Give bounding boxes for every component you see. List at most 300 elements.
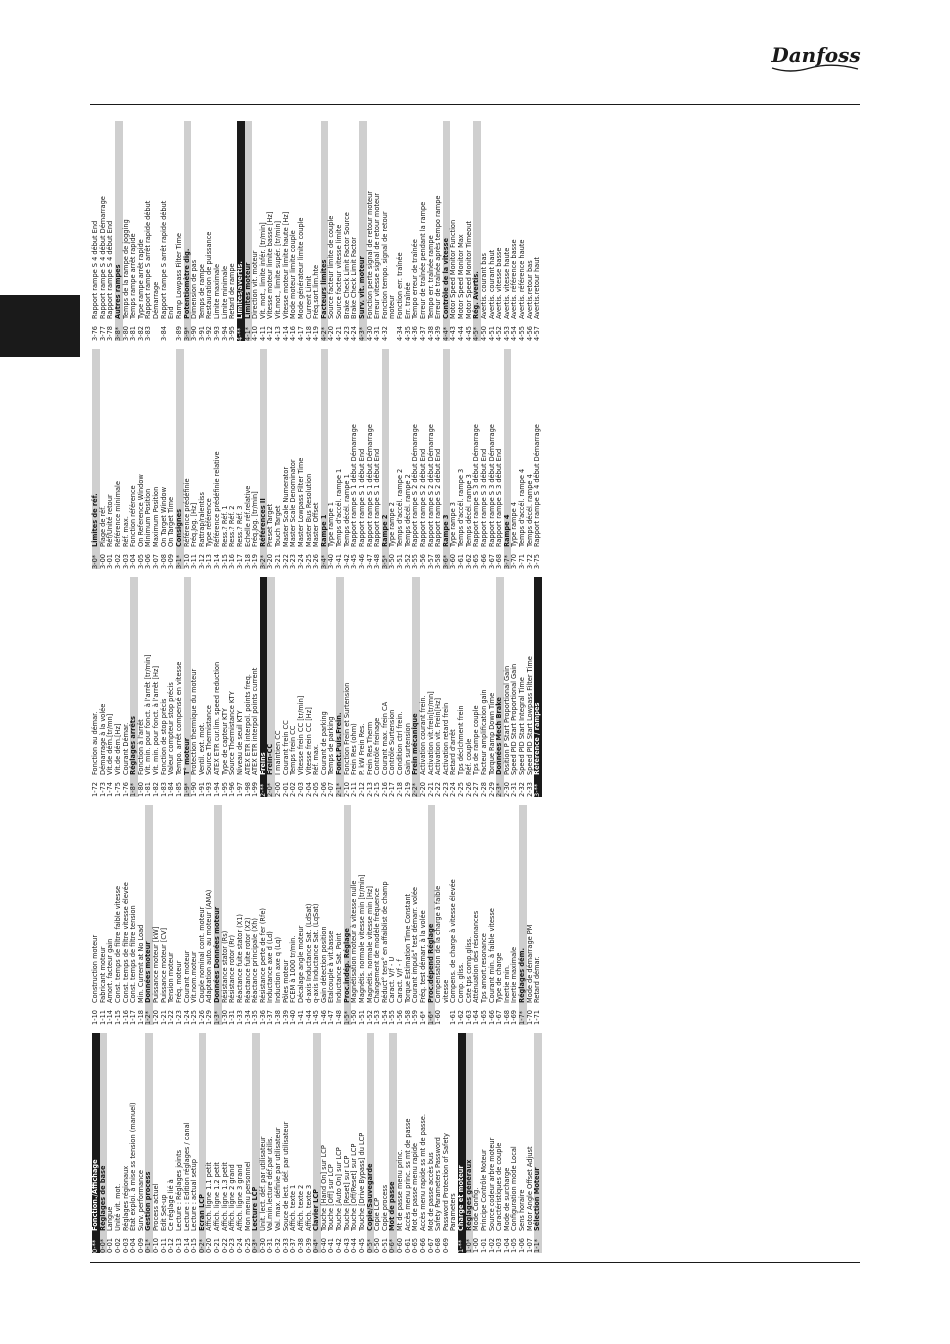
parameter-label: Brake Check Limit Factor — [350, 236, 359, 319]
parameter-label: Avertis. vitesse basse — [495, 247, 504, 319]
parameter-label: Limites de réf. — [91, 493, 99, 547]
parameter-number: 1-01 — [479, 1238, 488, 1253]
parameter-label: Retard démar. — [533, 956, 542, 1003]
parameter-label: Fonction./Affichage — [91, 1159, 99, 1231]
parameter-number: 3-50 — [388, 554, 397, 569]
parameter-label: Valeur compteur stop précis — [167, 682, 176, 775]
parameter-number: 4-35 — [403, 326, 412, 341]
parameter-number: 3-19 — [251, 554, 260, 569]
parameter-number: 3-20 — [266, 554, 275, 569]
parameter-label: Données Données moteur — [213, 906, 221, 1003]
parameter-number: 2-0* — [266, 782, 275, 797]
parameter-number: 0-21 — [213, 1238, 221, 1253]
parameter-number: 1-53 — [373, 1010, 382, 1025]
parameter-label: On Target Time — [167, 496, 176, 547]
parameter-label: Temps décél. rampe 1 — [342, 474, 351, 547]
parameter-label: Rapport rampe S 2 début End — [418, 448, 427, 547]
parameter-label: Type rampe 1 — [327, 502, 336, 547]
parameter-number: 0-38 — [296, 1238, 305, 1253]
parameter-label: Charge et moteur — [457, 1165, 465, 1231]
parameter-number: 1-11 — [98, 1010, 107, 1025]
parameter-label: Vitesse moteur limite basse [Hz] — [266, 211, 275, 319]
parameter-number: 1-91 — [197, 782, 206, 797]
parameter-number: 0-43 — [342, 1238, 351, 1253]
parameter-number: 1-46 — [319, 1010, 328, 1025]
parameter-label: Référence / rampes — [533, 702, 542, 775]
parameter-label: Mon menu personnel — [243, 1161, 252, 1231]
parameter-number: 3-06 — [144, 554, 153, 569]
parameter-label: Temps décél. rampe 3 — [464, 474, 473, 547]
parameter-label: Avertis.retour haut — [533, 257, 542, 319]
parameter-number: 3-03 — [121, 554, 130, 569]
parameter-label: Réglages de base — [98, 1165, 107, 1231]
parameter-number: 0-03 — [121, 1238, 130, 1253]
parameter-number: 3-10 — [182, 554, 191, 569]
parameter-label: Torque Ramp Down Time — [487, 692, 496, 775]
parameter-number: 4-54 — [510, 326, 519, 341]
parameter-label: Résistance rotor (Rr) — [228, 934, 237, 1003]
parameter-label: Fonction perte signal de retour moteur — [365, 191, 374, 319]
parameter-label: Tempo erreur de traînée — [411, 239, 420, 319]
parameter-number: 2-22 — [434, 782, 443, 797]
parameter-number: 0-40 — [319, 1238, 328, 1253]
parameter-number: 0-23 — [228, 1238, 237, 1253]
parameter-number: 3-65 — [472, 554, 481, 569]
parameter-number: 2-03 — [296, 782, 305, 797]
parameter-number: 4-51 — [487, 326, 496, 341]
parameter-number: 3-94 — [220, 326, 229, 341]
parameter-label: I maintien CC — [274, 730, 282, 775]
parameter-number: 4-30 — [365, 326, 374, 341]
parameter-label: Réactance fuite stator (X1) — [235, 913, 244, 1003]
parameter-number: 0-45 — [357, 1238, 366, 1253]
parameter-number: 1-34 — [243, 1010, 252, 1025]
parameter-label: Références II — [258, 498, 267, 547]
parameter-number: 3-21 — [274, 554, 282, 569]
parameter-label: Courant moteur — [182, 950, 191, 1003]
parameter-number: 1-66 — [487, 1010, 496, 1025]
parameter-number: 1-67 — [495, 1010, 504, 1025]
parameter-number: 0-67 — [426, 1238, 435, 1253]
parameter-label: Activation vit. Frein[Hz] — [434, 697, 443, 775]
parameter-number: 0-60 — [396, 1238, 404, 1253]
parameter-number: 4-56 — [525, 326, 534, 341]
parameter-label: Temps décél. rampe 2 — [403, 474, 412, 547]
parameter-number: 1-24 — [182, 1010, 191, 1025]
parameter-label: Rapport rampe S 2 début Démarrage — [411, 424, 420, 547]
parameter-number: 0-6* — [388, 1238, 397, 1253]
parameter-number: 1-94 — [213, 782, 221, 797]
parameter-label: Compensation de la charge à faible — [434, 885, 443, 1003]
parameter-number: 3-9* — [182, 326, 191, 341]
parameter-label: Rapport rampe S 1 début End — [357, 448, 366, 547]
parameter-number: 0-12 — [167, 1238, 176, 1253]
parameter-label: Rapport rampe S 4 début Démarrage — [533, 424, 542, 547]
parameter-number: 1-82 — [152, 782, 160, 797]
parameter-label: Réglages généraux — [464, 1159, 473, 1231]
parameter-label: Temps de parking — [327, 716, 336, 775]
parameter-number: 1-7* — [518, 1010, 526, 1025]
parameter-label: Type rampe 3 — [449, 502, 458, 547]
parameter-number: 1-72 — [91, 782, 99, 797]
parameter-label: Amort. facteur gain — [106, 938, 115, 1003]
parameter-number: 4-21 — [335, 326, 343, 341]
parameter-label: Changement de modèle fréquence — [373, 888, 382, 1003]
parameter-label: Fréq. test démarr. à la volée — [418, 910, 427, 1003]
parameter-label: Fonction de stop précis — [159, 698, 168, 775]
parameter-number: 0-11 — [159, 1238, 168, 1253]
parameter-label: Const. temps de filtre faible vitesse — [113, 885, 122, 1003]
parameter-label: ATEX ETR cur.lim. speed reduction — [213, 661, 221, 775]
parameter-number: 1-06 — [518, 1238, 526, 1253]
parameter-label: Type de charge — [495, 952, 504, 1003]
parameter-label: Rég. Avertis. — [472, 271, 481, 319]
parameter-label: Ress.? Réf. 3 — [235, 505, 244, 547]
parameter-number: 4-36 — [411, 326, 420, 341]
parameter-label: Gestion process — [144, 1171, 153, 1231]
parameter-number: 3-7* — [502, 554, 511, 569]
parameter-number: 1-00 — [472, 1238, 481, 1253]
parameter-label: Erreur vitesse signal de retour moteur — [373, 193, 382, 319]
parameter-label: Vitesse frein CC [tr/min] — [296, 695, 305, 775]
parameter-label: Type rampe 4 — [510, 502, 519, 547]
parameter-label: Position P Start Proportional Gain — [502, 665, 511, 775]
parameter-number: 3-48 — [373, 554, 382, 569]
parameter-number: 0-04 — [129, 1238, 138, 1253]
parameter-number: 1-54 — [380, 1010, 389, 1025]
parameter-label: Avertis. courant haut — [487, 249, 496, 319]
parameter-label: Copie process — [380, 1184, 389, 1231]
parameter-number: 0-5* — [365, 1238, 374, 1253]
parameter-label: Protection thermique du moteur — [190, 668, 199, 775]
parameter-label: Fonction err. traînée — [396, 252, 404, 319]
parameter-label: Tps déclchment frein — [457, 705, 465, 775]
parameter-label: Fonction référence — [129, 485, 138, 547]
parameter-number: 2-13 — [365, 782, 374, 797]
parameter-label: Type rampe 2 — [388, 502, 397, 547]
parameter-label: Motor Speed Monitor Max — [457, 234, 465, 319]
parameter-number: 3-09 — [167, 554, 176, 569]
parameter-number: 1-98 — [243, 782, 252, 797]
parameter-number: 2-10 — [342, 782, 351, 797]
parameter-label: Val. max. définie par utilisateur — [274, 1127, 282, 1231]
parameter-number: 0-69 — [441, 1238, 450, 1253]
parameter-number: 1-8* — [129, 782, 138, 797]
parameter-label: Consignes — [174, 508, 183, 547]
parameter-number: 1-38 — [274, 1010, 282, 1025]
parameter-label: Sens horaire — [518, 1189, 526, 1231]
parameter-label: Surv. vit. moteur — [357, 256, 366, 319]
parameter-number: 0-13 — [174, 1238, 183, 1253]
parameter-label: Vitesse moteur limite haute [Hz] — [281, 211, 290, 319]
parameter-number: 4-32 — [380, 326, 389, 341]
parameter-label: Affich. ligne 3 grand — [235, 1164, 244, 1231]
parameter-number: 4-23 — [342, 326, 351, 341]
parameter-label: Condition ctrl frein. — [396, 711, 404, 775]
parameter-number: 3-26 — [312, 554, 321, 569]
parameter-label: Minimum Position — [144, 488, 153, 547]
parameter-label: Temps de rampe — [197, 264, 206, 319]
parameter-number: 0-10 — [152, 1238, 160, 1253]
parameter-number: 2-29 — [487, 782, 496, 797]
parameter-number: 1-5* — [342, 1010, 351, 1025]
parameter-number: 4-31 — [373, 326, 382, 341]
parameter-number: 0-24 — [235, 1238, 244, 1253]
parameter-label: Facteurs limites — [319, 259, 328, 319]
parameter-label: Etalcouple à vit.basse — [327, 930, 336, 1003]
parameter-number: 3-71 — [518, 554, 526, 569]
parameter-label: Parameters — [449, 1193, 458, 1231]
parameter-number: 2-26 — [464, 782, 473, 797]
parameter-number: 1-21 — [159, 1010, 168, 1025]
parameter-label: Vit.nom.moteur — [190, 951, 199, 1003]
parameter-label: Affich. texte 1 — [289, 1184, 298, 1231]
parameter-label: Echelle réf.relative — [243, 485, 252, 547]
parameter-label: Type de capteur KTY — [220, 708, 229, 775]
parameter-number: 3-24 — [296, 554, 305, 569]
parameter-label: Lecture : Réglages joints — [174, 1149, 183, 1231]
parameter-label: Affich. texte 3 — [304, 1184, 313, 1231]
parameter-label: Gain surtension — [403, 723, 412, 775]
parameter-label: Rattrap/ralentiss — [197, 492, 206, 547]
parameter-label: Err. traînée — [403, 282, 412, 319]
parameter-label: Tension moteur — [167, 952, 176, 1003]
parameter-number: 4-11 — [258, 326, 267, 341]
logo-text: Danfoss — [771, 43, 861, 67]
parameter-label: Type référence — [205, 498, 214, 547]
parameter-row — [534, 121, 542, 341]
parameter-number: 3-12 — [197, 554, 206, 569]
parameter-label: Vit. mot., limite infér. [tr/min] — [258, 222, 267, 319]
parameter-number: 3-76 — [91, 326, 99, 341]
parameter-number: 0-4* — [312, 1238, 321, 1253]
parameter-number: 1-05 — [510, 1238, 519, 1253]
parameter-number: 3-52 — [403, 554, 412, 569]
parameter-label: Proc.indép. Réglage — [342, 928, 351, 1003]
parameter-number: 1-50 — [350, 1010, 359, 1025]
parameter-number: 3-62 — [464, 554, 473, 569]
parameter-number: 1-31 — [228, 1010, 237, 1025]
parameter-label: Fonction Frein et Surtension — [342, 682, 351, 775]
parameter-number: 1-62 — [457, 1010, 465, 1025]
parameter-number: 4-43 — [449, 326, 458, 341]
parameter-label: Réglages dém. — [518, 948, 526, 1003]
parameter-label: Motor Speed Monitor Timeout — [464, 220, 473, 319]
parameter-label: Touche [Off] sur LCP — [327, 1164, 336, 1231]
parameter-number: 1-41 — [296, 1010, 305, 1025]
parameter-label: Brake Check Limit Factor Source — [342, 212, 351, 319]
parameter-number: 0-14 — [182, 1238, 191, 1253]
parameter-number: 1-3* — [213, 1010, 221, 1025]
parameter-number: 4-** — [235, 327, 244, 341]
parameter-label: Frein Res Therm — [365, 721, 374, 775]
parameter-label: Limite maximale — [213, 263, 221, 319]
parameter-number: 1-75 — [113, 782, 122, 797]
parameter-label: Fréq. moteur — [174, 960, 183, 1003]
parameter-label: ATEX ETR interpol points current — [251, 667, 260, 775]
parameter-number: 3-11 — [190, 554, 199, 569]
parameter-number: 0-41 — [327, 1238, 336, 1253]
chapter-tab — [0, 295, 80, 357]
parameter-number: 1-95 — [220, 782, 229, 797]
parameter-label: Copie LCP — [373, 1197, 382, 1231]
parameter-number: 2-20 — [418, 782, 427, 797]
parameter-label: Comp. gliss. — [457, 962, 465, 1003]
parameter-number: 2-32 — [518, 782, 526, 797]
parameter-number: 3-0* — [91, 554, 99, 569]
parameter-label: On Reference Window — [136, 474, 145, 547]
parameter-label: Dimension de pas — [190, 259, 199, 319]
parameter-label: Rapport rampe S 1 début End — [373, 448, 382, 547]
parameter-label: Lecture : Edition réglages / canal — [182, 1122, 191, 1231]
parameter-label: Plage de réf. — [98, 505, 107, 547]
parameter-label: Const. temps de filtre vitesse élevée — [121, 882, 130, 1003]
parameter-number: 1-97 — [235, 782, 244, 797]
parameter-number: 3-17 — [235, 554, 244, 569]
parameter-number: 2-02 — [289, 782, 298, 797]
parameter-label: Speed PID Start Lowpass Filter Time — [525, 656, 534, 775]
parameter-label: Ress.? Réf. 1 — [220, 505, 229, 547]
parameter-label: Ramp Lowpass Filter Time — [174, 233, 183, 319]
parameter-label: Mode moteur limite couple — [289, 230, 298, 319]
parameter-label: Réglages régionaux — [121, 1165, 130, 1231]
parameter-number: 3-46 — [357, 554, 366, 569]
parameter-label: moteur — [388, 295, 397, 319]
parameter-number: 4-38 — [426, 326, 435, 341]
parameter-number: 3-83 — [144, 326, 153, 341]
parameter-number: 1-25 — [190, 1010, 199, 1025]
parameter-number: 1-96 — [228, 782, 237, 797]
parameter-label: Touch Target — [274, 505, 282, 547]
parameter-label: Motor Speed Monitor Function — [449, 219, 458, 319]
parameter-label: Affich. ligne 1.1 petit — [205, 1162, 214, 1231]
parameter-number: 3-41 — [335, 554, 343, 569]
parameter-label: On Target Window — [159, 487, 168, 547]
parameter-number: 0-65 — [411, 1238, 420, 1253]
parameter-number: 4-24 — [350, 326, 359, 341]
parameter-label: Limites moteur — [243, 262, 252, 319]
parameter-label: Réactance principale (Xh) — [251, 917, 260, 1003]
parameter-number: 1-83 — [159, 782, 168, 797]
parameter-number: 0-68 — [434, 1238, 443, 1253]
parameter-number: 1-61 — [449, 1010, 458, 1025]
parameter-number: 3-8* — [113, 326, 122, 341]
parameter-label: Avertis.retour bas — [525, 260, 534, 319]
parameter-number: 0-33 — [281, 1238, 290, 1253]
parameter-label: Motor Angle Offset Adjust — [525, 1146, 534, 1231]
parameter-label: Affich. ligne 2 grand — [228, 1164, 237, 1231]
parameter-label: Courant de parking — [319, 711, 328, 775]
parameter-label: Clavier LCP — [312, 1189, 321, 1231]
parameter-label: Rapport rampe S 4 début Démarrage — [98, 196, 107, 319]
parameter-number: 2-16 — [380, 782, 389, 797]
parameter-label: Rapport rampe S 2 début End — [434, 448, 443, 547]
parameter-label: Inertie maximale — [510, 946, 519, 1003]
danfoss-logo — [770, 38, 860, 74]
parameter-label: Tps de rampe couple — [472, 705, 481, 775]
parameter-label: Retard d'arrêt — [449, 729, 458, 775]
parameter-number: 0-15 — [190, 1238, 199, 1253]
parameter-number: 2-01 — [281, 782, 290, 797]
parameter-label: Master Offset — [312, 502, 321, 547]
parameter-label: Unit. lect. déf. par utilisateur — [258, 1136, 267, 1231]
parameter-label: Fréq.Jog. [tr/min] — [251, 491, 260, 547]
parameter-number: 0-44 — [350, 1238, 359, 1253]
parameter-number: 0-22 — [220, 1238, 229, 1253]
parameter-number: 2-** — [258, 783, 267, 797]
parameter-label: Source Thermistance KTY — [228, 691, 237, 775]
parameter-label: Rapport rampe S 1 début Démarrage — [350, 424, 359, 547]
parameter-number: 3-4* — [319, 554, 328, 569]
parameter-number: 2-19 — [403, 782, 412, 797]
parameter-number: 2-12 — [357, 782, 366, 797]
parameter-number: 0-31 — [266, 1238, 275, 1253]
parameter-number: 2-05 — [312, 782, 321, 797]
parameter-number: 3-89 — [174, 326, 183, 341]
parameter-label: Rapport rampe S 4 début End — [106, 220, 115, 319]
parameter-number: 0-66 — [418, 1238, 427, 1253]
parameter-number: 0-51 — [380, 1238, 389, 1253]
parameter-number: 3-80 — [121, 326, 130, 341]
parameter-label: Inertie min. — [502, 965, 511, 1003]
parameter-label: End — [167, 306, 176, 319]
parameter-number: 1-85 — [174, 782, 183, 797]
parameter-number: 3-16 — [228, 554, 237, 569]
parameter-label: Vit. min. pour fonct. à l'arrêt [tr/min] — [144, 654, 153, 775]
parameter-label: Speed PID Start Proportional Gain — [510, 663, 519, 775]
parameter-label: Accès menu rapide ss mt de passe. — [418, 1114, 427, 1231]
parameter-number: 3-84 — [159, 326, 168, 341]
parameter-number: 3-93 — [213, 326, 221, 341]
parameter-number: 1-04 — [502, 1238, 511, 1253]
parameter-label: Temps de la rampe de jogging — [121, 219, 130, 319]
parameter-label: Rapport rampe S 3 début End — [495, 448, 504, 547]
parameter-label: Rapport rampe S 3 début End — [479, 448, 488, 547]
parameter-number: 3-68 — [495, 554, 504, 569]
parameter-label: Edit Set-up — [159, 1194, 168, 1231]
parameter-number: 4-37 — [418, 326, 427, 341]
parameter-number: 0-0* — [98, 1238, 107, 1253]
parameter-number: 3-07 — [152, 554, 160, 569]
parameter-number: 1-6* — [418, 1010, 427, 1025]
parameter-label: Touche [Reset] sur LCP — [342, 1155, 351, 1231]
parameter-number: 3-57 — [426, 554, 435, 569]
parameter-number: 1-23 — [174, 1010, 183, 1025]
parameter-number: 3-5* — [380, 554, 389, 569]
parameter-label: Rapport rampe S 3 début Démarrage — [472, 424, 481, 547]
parameter-number: 0-30 — [258, 1238, 267, 1253]
parameter-column — [92, 345, 856, 573]
parameter-number: 1-14 — [106, 1010, 115, 1025]
parameter-number: 1-** — [457, 1239, 465, 1253]
parameter-number: 3-56 — [418, 554, 427, 569]
parameter-number: 3-95 — [228, 326, 237, 341]
parameter-label: Affich. texte 2 — [296, 1184, 305, 1231]
parameter-number: 3-18 — [243, 554, 252, 569]
parameter-label: Lecture : actual setup — [190, 1159, 199, 1231]
parameter-number: 3-15 — [220, 554, 229, 569]
parameter-number: 2-25 — [457, 782, 465, 797]
parameter-number: 3-13 — [205, 554, 214, 569]
parameter-number: 3-91 — [197, 326, 206, 341]
parameter-label: Rampe 2 — [380, 514, 389, 547]
parameter-number: 3-1* — [174, 554, 183, 569]
parameter-label: Erreur de traînée pendant la rampe — [418, 201, 427, 319]
parameter-label: Copie/Sauvegarde — [365, 1163, 374, 1231]
parameter-number: 3-01 — [106, 554, 115, 569]
parameter-label: Current Limit — [304, 275, 313, 319]
parameter-label: Données Mech Brake — [495, 697, 504, 775]
